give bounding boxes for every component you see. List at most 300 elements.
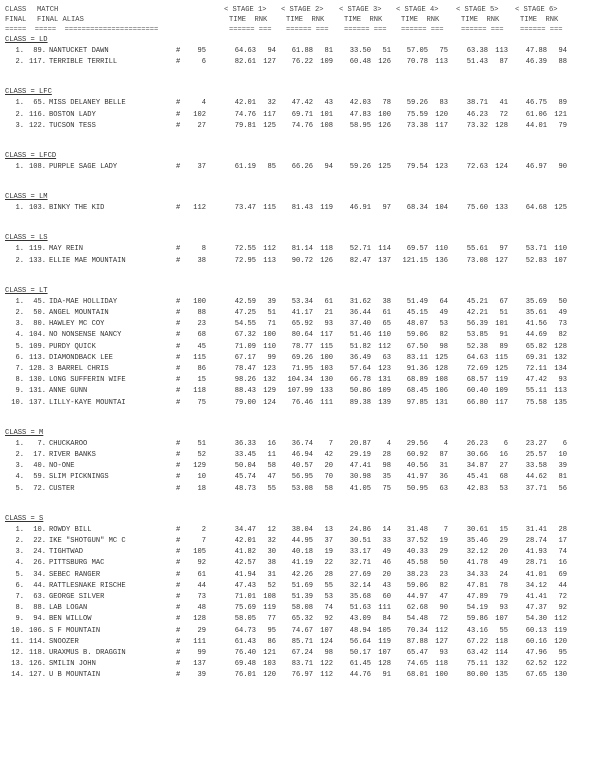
- entry-number: 7.: [37, 439, 46, 448]
- rule-stage-1: ====== ===: [229, 26, 272, 34]
- hash-mark: #: [176, 660, 181, 669]
- stage-5-time: 47.81: [466, 581, 488, 590]
- result-row: [0, 400, 589, 410]
- hash-mark: #: [176, 163, 181, 171]
- stage-5-rank: 101: [495, 320, 508, 329]
- place: 2.: [15, 110, 24, 119]
- stage-4-time: 65.47: [406, 649, 428, 657]
- stage-5-time: 43.16: [466, 626, 488, 635]
- stage-1-rank: 125: [263, 121, 276, 130]
- entry-number: 94.: [33, 615, 46, 624]
- stage-2-rank: 98: [324, 649, 333, 657]
- stage-4-rank: 136: [435, 256, 448, 265]
- stage-4-rank: 118: [435, 660, 448, 669]
- place: 2.: [15, 451, 24, 459]
- shooter-id: 37: [197, 163, 206, 171]
- result-row: [0, 299, 589, 309]
- stage-header-5: < STAGE 5>: [456, 6, 499, 14]
- stage-4-rank: 72: [439, 615, 448, 624]
- stage-5-rank: 133: [495, 204, 508, 213]
- stage-2-rank: 37: [324, 537, 333, 545]
- shooter-id: 102: [193, 110, 206, 119]
- stage-6-time: 28.74: [525, 537, 547, 545]
- stage-5-time: 34.33: [466, 570, 488, 579]
- stage-2-time: 51.69: [291, 581, 313, 590]
- stage-3-time: 42.03: [349, 99, 371, 108]
- alias-name: CHUCKAROO: [49, 439, 88, 448]
- stage-4-time: 44.97: [406, 593, 428, 601]
- stage-5-rank: 6: [503, 439, 508, 448]
- stage-5-rank: 91: [499, 331, 508, 340]
- stage-1-rank: 32: [267, 537, 276, 545]
- shooter-id: 86: [197, 365, 206, 373]
- shooter-id: 115: [193, 353, 206, 362]
- stage-5-time: 67.22: [466, 637, 488, 646]
- stage-2-rank: 111: [320, 398, 333, 407]
- result-row: [0, 123, 589, 133]
- shooter-id: 23: [197, 320, 206, 329]
- header-match: MATCH: [37, 6, 59, 14]
- stage-6-rank: 107: [554, 256, 567, 265]
- alias-name: MISS DELANEY BELLE: [49, 99, 126, 108]
- stage-3-time: 24.86: [349, 525, 371, 534]
- stage-6-rank: 56: [558, 484, 567, 493]
- entry-number: 113.: [28, 353, 46, 362]
- result-row: [0, 48, 589, 58]
- result-row: [0, 486, 589, 496]
- stage-6-time: 47.88: [525, 47, 547, 55]
- stage-4-time: 60.92: [406, 451, 428, 459]
- stage-6-time: 25.57: [525, 451, 547, 459]
- stage-6-time: 41.56: [525, 320, 547, 329]
- stage-4-time: 59.26: [406, 99, 428, 108]
- place: 8.: [15, 376, 24, 385]
- stage-2-rank: 13: [324, 525, 333, 534]
- result-row: [0, 527, 589, 537]
- stage-5-rank: 53: [499, 484, 508, 493]
- stage-5-time: 45.21: [466, 297, 488, 306]
- result-row: [0, 258, 589, 268]
- stage-4-time: 74.65: [406, 660, 428, 669]
- place: 1.: [15, 245, 24, 254]
- result-row: [0, 463, 589, 473]
- shooter-id: 61: [197, 570, 206, 579]
- stage-5-time: 73.32: [466, 121, 488, 130]
- alias-name: URAXMUS B. DRAGGIN: [49, 649, 126, 657]
- stage-1-rank: 112: [263, 245, 276, 254]
- stage-5-time: 75.60: [466, 204, 488, 213]
- stage-4-rank: 106: [435, 387, 448, 396]
- entry-number: 109.: [28, 342, 46, 351]
- stage-1-time: 33.45: [234, 451, 256, 459]
- stage-6-rank: 94: [558, 47, 567, 55]
- stage-3-rank: 33: [382, 537, 391, 545]
- shooter-id: 27: [197, 121, 206, 130]
- stage-4-rank: 93: [439, 649, 448, 657]
- place: 9.: [15, 387, 24, 396]
- stage-4-time: 59.06: [406, 331, 428, 340]
- stage-2-time: 38.04: [291, 525, 313, 534]
- entry-number: 40.: [33, 462, 46, 471]
- stage-5-rank: 79: [499, 593, 508, 601]
- shooter-id: 118: [193, 387, 206, 396]
- hash-mark: #: [176, 58, 181, 67]
- stage-4-time: 75.59: [406, 110, 428, 119]
- stage-1-time: 34.47: [234, 525, 256, 534]
- stage-4-rank: 104: [435, 204, 448, 213]
- result-row: [0, 441, 589, 451]
- stage-2-rank: 107: [320, 626, 333, 635]
- stage-3-rank: 112: [378, 342, 391, 351]
- hash-mark: #: [176, 649, 181, 657]
- stage-2-time: 80.64: [291, 331, 313, 340]
- hash-mark: #: [176, 604, 181, 613]
- stage-1-time: 41.94: [234, 570, 256, 579]
- stage-1-rank: 117: [263, 110, 276, 119]
- stage-3-time: 43.09: [349, 615, 371, 624]
- stage-6-rank: 16: [558, 559, 567, 568]
- stage-header-3: < STAGE 3>: [339, 6, 382, 14]
- place: 5.: [15, 570, 24, 579]
- shooter-id: 73: [197, 593, 206, 601]
- stage-1-rank: 115: [263, 204, 276, 213]
- stage-4-time: 40.56: [406, 462, 428, 471]
- stage-4-rank: 23: [439, 570, 448, 579]
- result-row: [0, 594, 589, 604]
- rule-stage-2: ====== ===: [286, 26, 329, 34]
- stage-2-time: 36.74: [291, 439, 313, 448]
- stage-5-rank: 29: [499, 537, 508, 545]
- stage-1-time: 36.33: [234, 439, 256, 448]
- stage-1-rank: 55: [267, 484, 276, 493]
- stage-2-time: 69.71: [291, 110, 313, 119]
- stage-1-rank: 31: [267, 570, 276, 579]
- result-row: [0, 661, 589, 671]
- hash-mark: #: [176, 376, 181, 385]
- stage-5-rank: 49: [499, 559, 508, 568]
- stage-3-time: 57.64: [349, 365, 371, 373]
- stage-1-rank: 103: [263, 660, 276, 669]
- hash-mark: #: [176, 256, 181, 265]
- stage-1-rank: 121: [263, 649, 276, 657]
- stage-5-rank: 125: [495, 365, 508, 373]
- shooter-id: 44: [197, 581, 206, 590]
- entry-number: 50.: [33, 309, 46, 317]
- result-row: [0, 246, 589, 256]
- shooter-id: 18: [197, 484, 206, 493]
- stage-4-rank: 36: [439, 473, 448, 482]
- place: 12.: [11, 649, 24, 657]
- entry-number: 72.: [33, 484, 46, 493]
- stage-1-rank: 99: [267, 353, 276, 362]
- stage-6-time: 61.06: [525, 110, 547, 119]
- stage-6-time: 35.69: [525, 297, 547, 306]
- stage-5-rank: 118: [495, 637, 508, 646]
- hash-mark: #: [176, 387, 181, 396]
- stage-3-rank: 128: [378, 660, 391, 669]
- stage-1-time: 42.01: [234, 99, 256, 108]
- stage-4-rank: 53: [439, 320, 448, 329]
- stage-6-rank: 95: [558, 649, 567, 657]
- stage-1-rank: 94: [267, 47, 276, 55]
- stage-1-rank: 132: [263, 376, 276, 385]
- stage-4-rank: 83: [439, 99, 448, 108]
- alias-name: 3 BARREL CHRIS: [49, 365, 109, 373]
- stage-5-rank: 109: [495, 387, 508, 396]
- stage-3-rank: 110: [378, 331, 391, 340]
- stage-5-time: 26.23: [466, 439, 488, 448]
- stage-5-time: 41.78: [466, 559, 488, 568]
- alias-name: IDA-MAE HOLLIDAY: [49, 297, 118, 306]
- hash-mark: #: [176, 121, 181, 130]
- stage-5-rank: 128: [495, 121, 508, 130]
- stage-1-rank: 71: [267, 320, 276, 329]
- shooter-id: 137: [193, 660, 206, 669]
- stage-6-time: 47.96: [525, 649, 547, 657]
- stage-5-time: 45.41: [466, 473, 488, 482]
- stage-3-rank: 123: [378, 365, 391, 373]
- stage-5-time: 72.63: [466, 163, 488, 171]
- stage-5-time: 52.38: [466, 342, 488, 351]
- stage-5-time: 30.66: [466, 451, 488, 459]
- place: 1.: [15, 47, 24, 55]
- stage-3-rank: 139: [378, 398, 391, 407]
- stage-3-time: 36.44: [349, 309, 371, 317]
- class-heading: [0, 153, 589, 163]
- alias-name: PITTSBURG MAC: [49, 559, 105, 568]
- class-label: CLASS = S: [5, 514, 44, 523]
- stage-3-time: 51.46: [349, 331, 371, 340]
- stage-4-rank: 82: [439, 581, 448, 590]
- stage-6-time: 41.01: [525, 570, 547, 579]
- place: 1.: [15, 525, 24, 534]
- class-label: CLASS = LS: [5, 234, 48, 243]
- stage-1-time: 98.26: [234, 376, 256, 385]
- stage-3-time: 44.76: [349, 671, 371, 680]
- stage-1-time: 42.59: [234, 297, 256, 306]
- stage-6-rank: 120: [554, 637, 567, 646]
- stage-1-time: 64.73: [234, 626, 256, 635]
- stage-5-time: 66.80: [466, 398, 488, 407]
- stage-4-time: 45.58: [406, 559, 428, 568]
- stage-3-time: 48.94: [349, 626, 371, 635]
- stage-2-time: 56.95: [291, 473, 313, 482]
- stage-3-time: 89.38: [349, 398, 371, 407]
- stage-1-time: 76.01: [234, 671, 256, 680]
- time-rnk-header-6: TIME RNK: [520, 16, 559, 24]
- stage-6-time: 62.52: [525, 660, 547, 669]
- entry-number: 63.: [33, 593, 46, 601]
- class-heading: [0, 430, 589, 440]
- entry-number: 108.: [28, 163, 46, 171]
- stage-5-rank: 55: [499, 626, 508, 635]
- stage-2-time: 42.26: [291, 570, 313, 579]
- stage-4-rank: 98: [439, 342, 448, 351]
- stage-3-rank: 100: [378, 110, 391, 119]
- stage-3-rank: 114: [378, 245, 391, 254]
- stage-1-rank: 123: [263, 365, 276, 373]
- stage-6-time: 46.97: [525, 163, 547, 171]
- stage-3-time: 59.26: [349, 163, 371, 171]
- stage-3-rank: 97: [382, 204, 391, 213]
- stage-4-rank: 113: [435, 58, 448, 67]
- stage-4-rank: 128: [435, 365, 448, 373]
- hash-mark: #: [176, 309, 181, 317]
- stage-5-rank: 115: [495, 353, 508, 362]
- place: 5.: [15, 342, 24, 351]
- stage-2-time: 53.08: [291, 484, 313, 493]
- stage-5-rank: 119: [495, 376, 508, 385]
- result-row: [0, 310, 589, 320]
- stage-5-time: 64.63: [466, 353, 488, 362]
- stage-1-rank: 30: [267, 548, 276, 557]
- shooter-id: 105: [193, 548, 206, 557]
- stage-4-time: 62.68: [406, 604, 428, 613]
- stage-3-time: 60.48: [349, 58, 371, 67]
- stage-1-time: 41.82: [234, 548, 256, 557]
- alias-name: ROWDY BILL: [49, 525, 92, 534]
- stage-1-rank: 12: [267, 525, 276, 534]
- stage-3-rank: 4: [386, 439, 391, 448]
- place: 11.: [11, 637, 24, 646]
- place: 10.: [11, 398, 24, 407]
- stage-4-rank: 50: [439, 559, 448, 568]
- entry-number: 128.: [28, 365, 46, 373]
- hash-mark: #: [176, 615, 181, 624]
- stage-4-rank: 108: [435, 376, 448, 385]
- stage-5-rank: 51: [499, 309, 508, 317]
- result-row: [0, 616, 589, 626]
- stage-1-time: 76.40: [234, 649, 256, 657]
- stage-header-1: < STAGE 1>: [224, 6, 267, 14]
- stage-4-time: 45.15: [406, 309, 428, 317]
- stage-1-time: 71.09: [234, 342, 256, 351]
- stage-1-time: 74.76: [234, 110, 256, 119]
- stage-1-time: 72.95: [234, 256, 256, 265]
- shooter-id: 51: [197, 439, 206, 448]
- entry-number: 127.: [28, 671, 46, 680]
- stage-3-rank: 28: [382, 451, 391, 459]
- stage-6-time: 46.39: [525, 58, 547, 67]
- stage-1-time: 42.57: [234, 559, 256, 568]
- stage-3-rank: 91: [382, 671, 391, 680]
- stage-3-rank: 126: [378, 121, 391, 130]
- stage-2-rank: 42: [324, 451, 333, 459]
- place: 2.: [15, 309, 24, 317]
- place: 7.: [15, 593, 24, 601]
- stage-2-rank: 7: [328, 439, 333, 448]
- stage-2-time: 40.57: [291, 462, 313, 471]
- stage-4-rank: 75: [439, 47, 448, 55]
- entry-number: 34.: [33, 570, 46, 579]
- class-label: CLASS = LFC: [5, 88, 52, 97]
- shooter-id: 111: [193, 637, 206, 646]
- result-row: [0, 332, 589, 342]
- stage-1-rank: 86: [267, 637, 276, 646]
- stage-6-rank: 82: [558, 331, 567, 340]
- stage-2-time: 71.95: [291, 365, 313, 373]
- shooter-id: 128: [193, 615, 206, 624]
- stage-3-rank: 125: [378, 163, 391, 171]
- stage-6-time: 75.58: [525, 398, 547, 407]
- stage-6-time: 69.31: [525, 353, 547, 362]
- stage-1-rank: 113: [263, 256, 276, 265]
- stage-3-time: 50.86: [349, 387, 371, 396]
- stage-1-time: 73.47: [234, 204, 256, 213]
- stage-2-time: 78.77: [291, 342, 313, 351]
- stage-5-rank: 97: [499, 245, 508, 254]
- entry-number: 26.: [33, 559, 46, 568]
- hash-mark: #: [176, 570, 181, 579]
- shooter-id: 2: [201, 525, 206, 534]
- result-row: [0, 538, 589, 548]
- place: 3.: [15, 548, 24, 557]
- stage-4-rank: 127: [435, 637, 448, 646]
- entry-number: 59.: [33, 473, 46, 482]
- hash-mark: #: [176, 581, 181, 590]
- stage-1-time: 45.74: [234, 473, 256, 482]
- stage-2-time: 85.71: [291, 637, 313, 646]
- stage-5-time: 63.38: [466, 47, 488, 55]
- stage-2-time: 41.17: [291, 309, 313, 317]
- stage-4-time: 48.07: [406, 320, 428, 329]
- stage-3-rank: 46: [382, 559, 391, 568]
- stage-3-time: 46.91: [349, 204, 371, 213]
- place: 1.: [15, 439, 24, 448]
- alias-name: LAB LOGAN: [49, 604, 88, 613]
- place: 3.: [15, 121, 24, 130]
- stage-4-time: 83.11: [406, 353, 428, 362]
- stage-5-time: 55.61: [466, 245, 488, 254]
- stage-6-rank: 122: [554, 660, 567, 669]
- stage-6-time: 44.69: [525, 331, 547, 340]
- stage-6-time: 31.41: [525, 525, 547, 534]
- stage-1-rank: 11: [267, 451, 276, 459]
- alias-name: BEN WILLOW: [49, 615, 92, 624]
- stage-6-time: 34.12: [525, 581, 547, 590]
- stage-2-rank: 101: [320, 110, 333, 119]
- stage-6-rank: 39: [558, 462, 567, 471]
- place: 5.: [15, 484, 24, 493]
- alias-name: NO-ONE: [49, 462, 75, 471]
- alias-name: NANTUCKET DAWN: [49, 47, 109, 55]
- alias-name: LONG SUFFERIN WIFE: [49, 376, 126, 385]
- stage-4-rank: 131: [435, 398, 448, 407]
- shooter-id: 68: [197, 331, 206, 340]
- stage-6-rank: 92: [558, 604, 567, 613]
- stage-6-time: 47.42: [525, 376, 547, 385]
- stage-1-time: 64.63: [234, 47, 256, 55]
- stage-4-time: 73.38: [406, 121, 428, 130]
- entry-number: 118.: [28, 649, 46, 657]
- stage-5-rank: 135: [495, 671, 508, 680]
- stage-3-time: 27.69: [349, 570, 371, 579]
- place: 6.: [15, 353, 24, 362]
- stage-4-rank: 123: [435, 163, 448, 171]
- stage-1-rank: 38: [267, 559, 276, 568]
- place: 14.: [11, 671, 24, 680]
- stage-5-time: 46.23: [466, 110, 488, 119]
- result-row: [0, 452, 589, 462]
- time-rnk-header-2: TIME RNK: [286, 16, 325, 24]
- stage-1-rank: 100: [263, 331, 276, 340]
- alias-name: U B MOUNTAIN: [49, 671, 101, 680]
- stage-1-rank: 77: [267, 615, 276, 624]
- stage-1-time: 47.25: [234, 309, 256, 317]
- alias-name: DIAMONDBACK LEE: [49, 353, 113, 362]
- stage-5-time: 56.39: [466, 320, 488, 329]
- stage-3-time: 47.41: [349, 462, 371, 471]
